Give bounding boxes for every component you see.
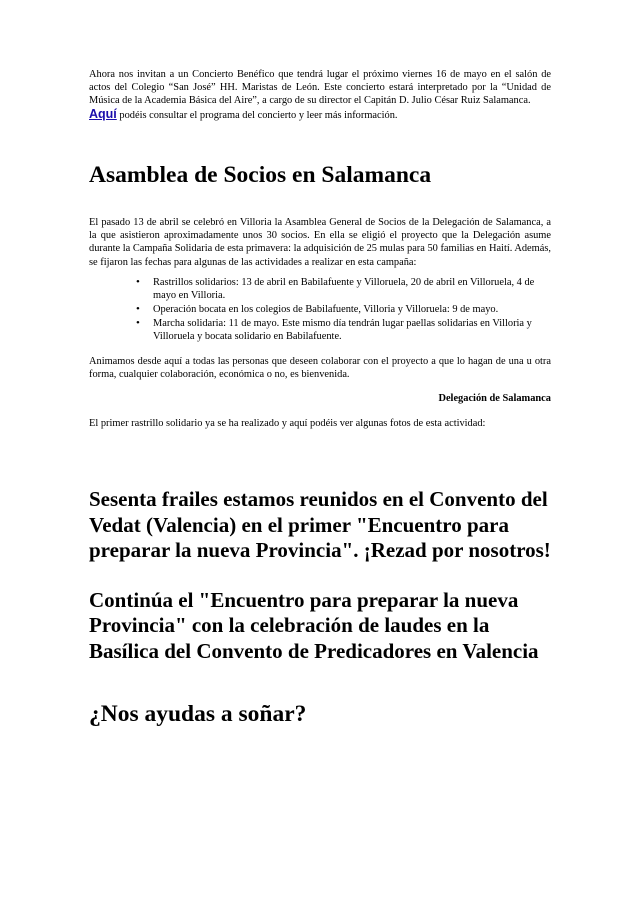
document-page bbox=[89, 68, 551, 728]
concert-link-rest: podéis consultar el programa del concierto y leer más información. bbox=[116, 110, 398, 122]
asamblea-heading: Asamblea de Socios en Salamanca bbox=[89, 162, 432, 189]
encuentro-heading: Continúa el "Encuentro para preparar la nueva Provincia" con la celebración de laudes en la Basílica del Convento de Predicadores en Valencia bbox=[89, 587, 539, 663]
aqui-link[interactable]: Aquí bbox=[89, 107, 117, 122]
asamblea-intro: El pasado 13 de abril se celebró en Villoria la Asamblea General de Socios de la Delegación de Salamanca, a la que asistieron aproximadamente unos 30 socios. En ella se eligió el proyecto que la Delegación asume durante la Campaña Solidaria de esta primavera: la adquisición de 25 mulas para 50 familias en Haití. Además, se fijaron las fechas para algunas de las actividades a realizar en esta campaña: bbox=[89, 217, 551, 268]
concert-link-line bbox=[89, 107, 551, 123]
photos-note: El primer rastrillo solidario ya se ha realizado y aquí podéis ver algunas fotos de esta actividad: bbox=[89, 418, 486, 430]
frailes-heading: Sesenta frailes estamos reunidos en el Convento del Vedat (Valencia) en el primer "Encuentro para preparar la nueva Provincia". ¡Rezad por nosotros! bbox=[89, 487, 551, 563]
delegation-signature: Delegación de Salamanca bbox=[438, 393, 551, 405]
concert-paragraph: Ahora nos invitan a un Concierto Benéfico que tendrá lugar el próximo viernes 16 de mayo en el salón de actos del Colegio “San José” HH. Maristas de León. Este concierto estará interpretado por la “Unidad de Música de la Academia Básica del Aire”, a cargo de su director el Capitán D. Julio César Ruiz Salamanca. bbox=[89, 69, 551, 107]
sonar-heading: ¿Nos ayudas a soñar? bbox=[89, 701, 307, 728]
activity-item-marcha: • Marcha solidaria: 11 de mayo. Este mismo día tendrán lugar paellas solidarias en Villoria y Villoruela y bocata solidario en Babilafuente. bbox=[153, 317, 551, 343]
asamblea-closing: Animamos desde aquí a todas las personas que deseen colaborar con el proyecto a que lo hagan de una u otra forma, cualquier colaboración, económica o no, es bienvenida. bbox=[89, 356, 551, 381]
activity-item-rastrillos: • Rastrillos solidarios: 13 de abril en Babilafuente y Villoruela, 20 de abril en Villoruela, 4 de mayo en Villoria. bbox=[153, 276, 551, 302]
activity-item-bocata: • Operación bocata en los colegios de Babilafuente, Villoria y Villoruela: 9 de mayo. bbox=[153, 303, 551, 316]
activity-list bbox=[89, 276, 551, 343]
